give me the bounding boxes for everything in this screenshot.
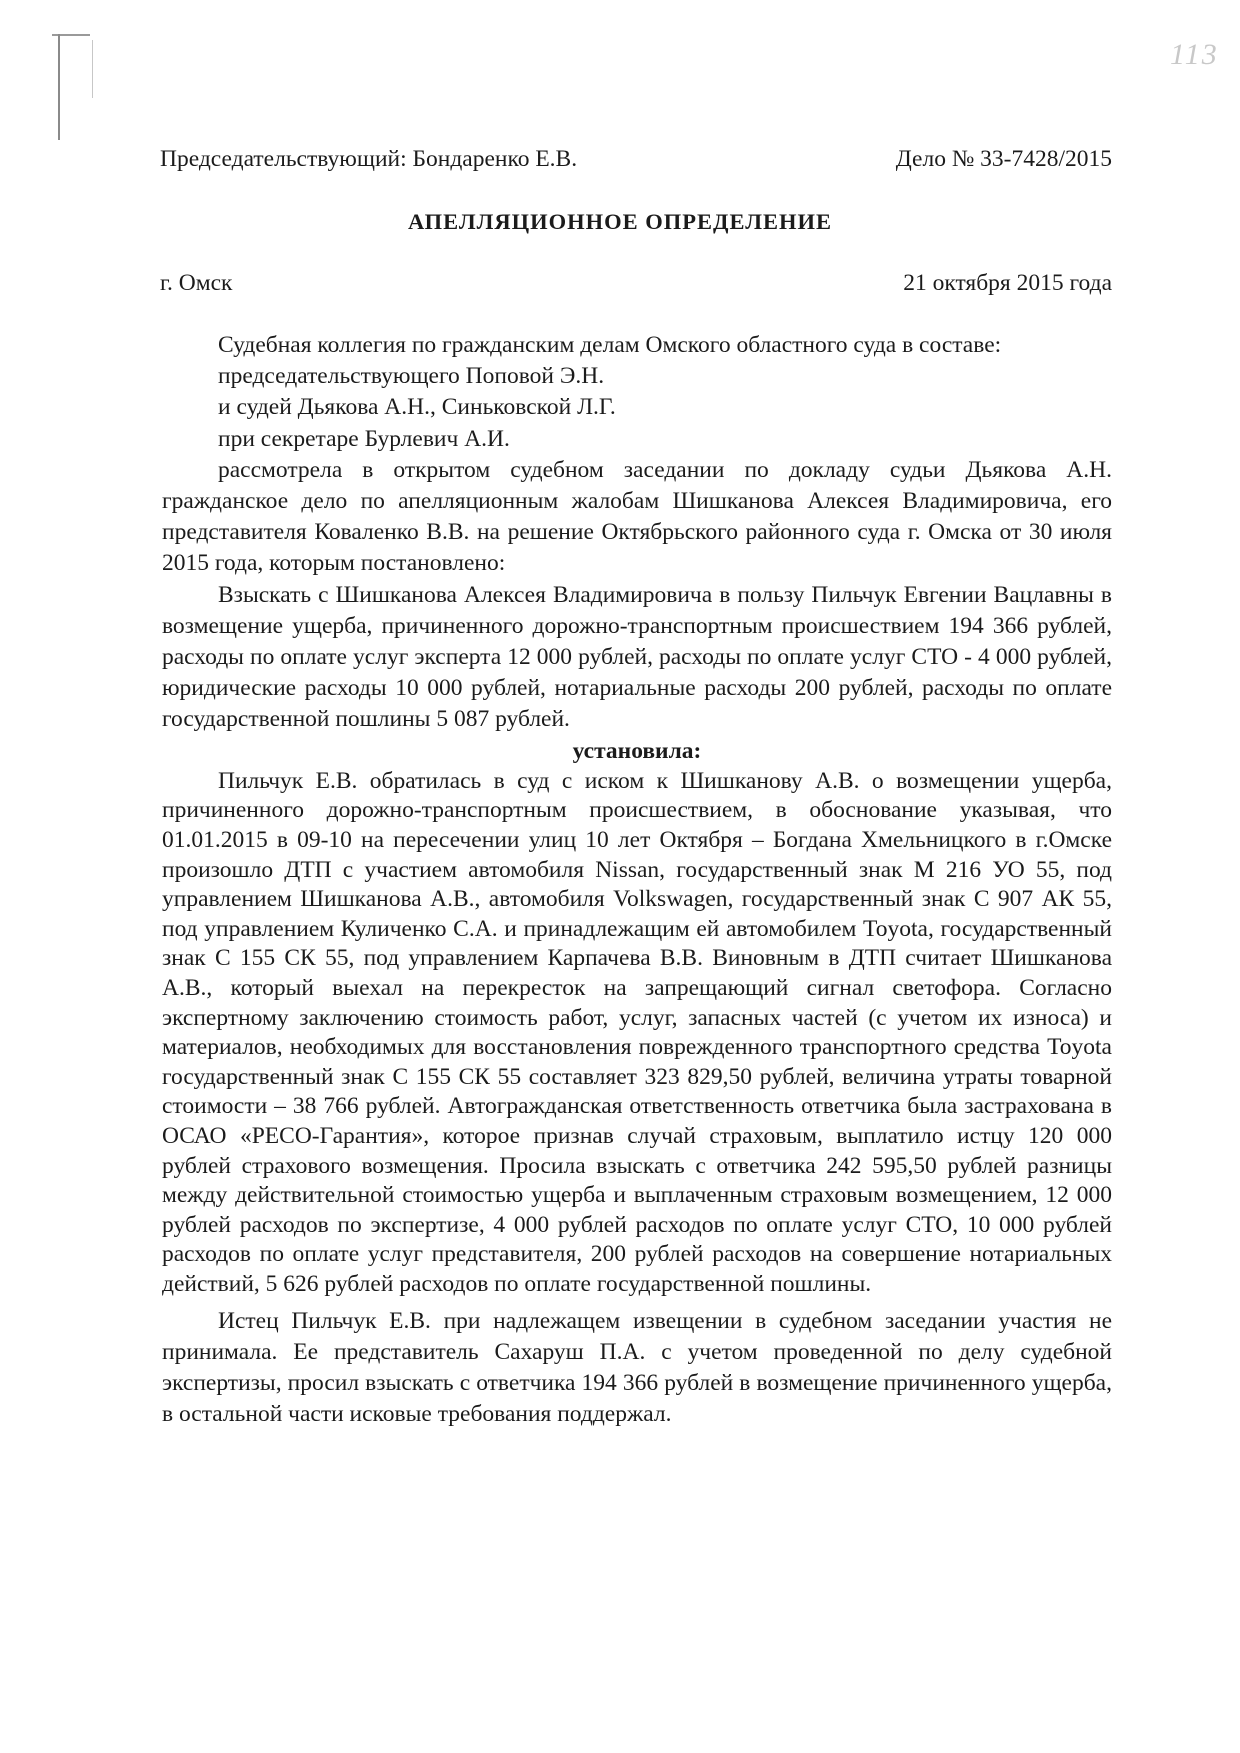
date: 21 октября 2015 года xyxy=(903,270,1112,296)
paragraph-claim: Пильчук Е.В. обратилась в суд с иском к Шишканову А.В. о возмещении ущерба, причиненного дорожно-транспортным происшествием, в обоснование указывая, что 01.01.2015 в 09-10 на пересечении улиц 10 лет Октября – Богдана Хмельницкого в г.Омске произошло ДТП с участием автомобиля Nissan, государственный знак М 216 УО 55, под управлением Шишканова А.В., автомобиля Volkswagen, государственный знак С 907 АК 55, под управлением Куличенко С.А. и принадлежащим ей автомобилем Toyota, государственный знак С 155 СК 55, под управлением Карпачева В.В. Виновным в ДТП считает Шишканова А.В., который выехал на перекресток на запрещающий сигнал светофора. Согласно экспертному заключению стоимость работ, услуг, запасных частей (с учетом их износа) и материалов, необходимых для восстановления поврежденного транспортного средства Toyota государственный знак С 155 СК 55 составляет 323 829,50 рублей, величина утраты товарной стоимости – 38 766 рублей. Автогражданская ответственность ответчика была застрахована в ОСАО «РЕСО-Гарантия», которое признав случай страховым, выплатило истцу 120 000 рублей страхового возмещения. Просила взыскать с ответчика 242 595,50 рублей разницы между действительной стоимостью ущерба и выплаченным страховым возмещением, 12 000 рублей расходов по экспертизе, 4 000 рублей расходов по оплате услуг СТО, 10 000 рублей расходов по оплате услуг представителя, 200 рублей расходов на совершение нотариальных действий, 5 626 рублей расходов по оплате государственной пошлины. xyxy=(162,767,1112,1297)
presiding-judge: Председательствующий: Бондаренко Е.В. xyxy=(160,146,578,172)
paragraph-hearing: рассмотрела в открытом судебном заседании по докладу судьи Дьякова А.Н. гражданское дело по апелляционным жалобам Шишканова Алексея Владимировича, его представителя Коваленко В.В. на решение Октябрьского районного суда г. Омска от 30 июля 2015 года, которым постановлено: xyxy=(162,456,1112,577)
paragraph-plaintiff: Истец Пильчук Е.В. при надлежащем извещении в судебном заседании участия не принимала. Ее представитель Сахаруш П.А. с учетом проведенной по делу судебной экспертизы, просил взыскать с ответчика 194 366 рублей в возмещение причиненного ущерба, в остальной части исковые требования поддержал. xyxy=(162,1307,1112,1428)
paragraph-judges: и судей Дьякова А.Н., Синьковской Л.Г. xyxy=(218,394,616,421)
paragraph-composition: Судебная коллегия по гражданским делам Омского областного суда в составе: xyxy=(218,332,1002,358)
paragraph-ruling: Взыскать с Шишканова Алексея Владимировича в пользу Пильчук Евгении Вацлавны в возмещение ущерба, причиненного дорожно-транспортным происшествием 194 366 рублей, расходы по оплате услуг эксперта 12 000 рублей, расходы по оплате услуг СТО - 4 000 рублей, юридические расходы 10 000 рублей, нотариальные расходы 200 рублей, расходы по оплате государственной пошлины 5 087 рублей. xyxy=(162,581,1112,733)
case-number: Дело № 33-7428/2015 xyxy=(895,146,1112,172)
place: г. Омск xyxy=(160,270,233,296)
section-heading-established: установила: xyxy=(572,737,702,764)
document-body xyxy=(162,330,1112,1430)
document-title: АПЕЛЛЯЦИОННОЕ ОПРЕДЕЛЕНИЕ xyxy=(407,209,833,234)
paragraph-presiding: председательствующего Поповой Э.Н. xyxy=(218,363,605,390)
paragraph-secretary: при секретаре Бурлевич А.И. xyxy=(218,425,510,452)
scan-artifact-line xyxy=(58,34,60,140)
scan-artifact-line xyxy=(92,40,93,98)
page-number: 113 xyxy=(1170,38,1219,71)
